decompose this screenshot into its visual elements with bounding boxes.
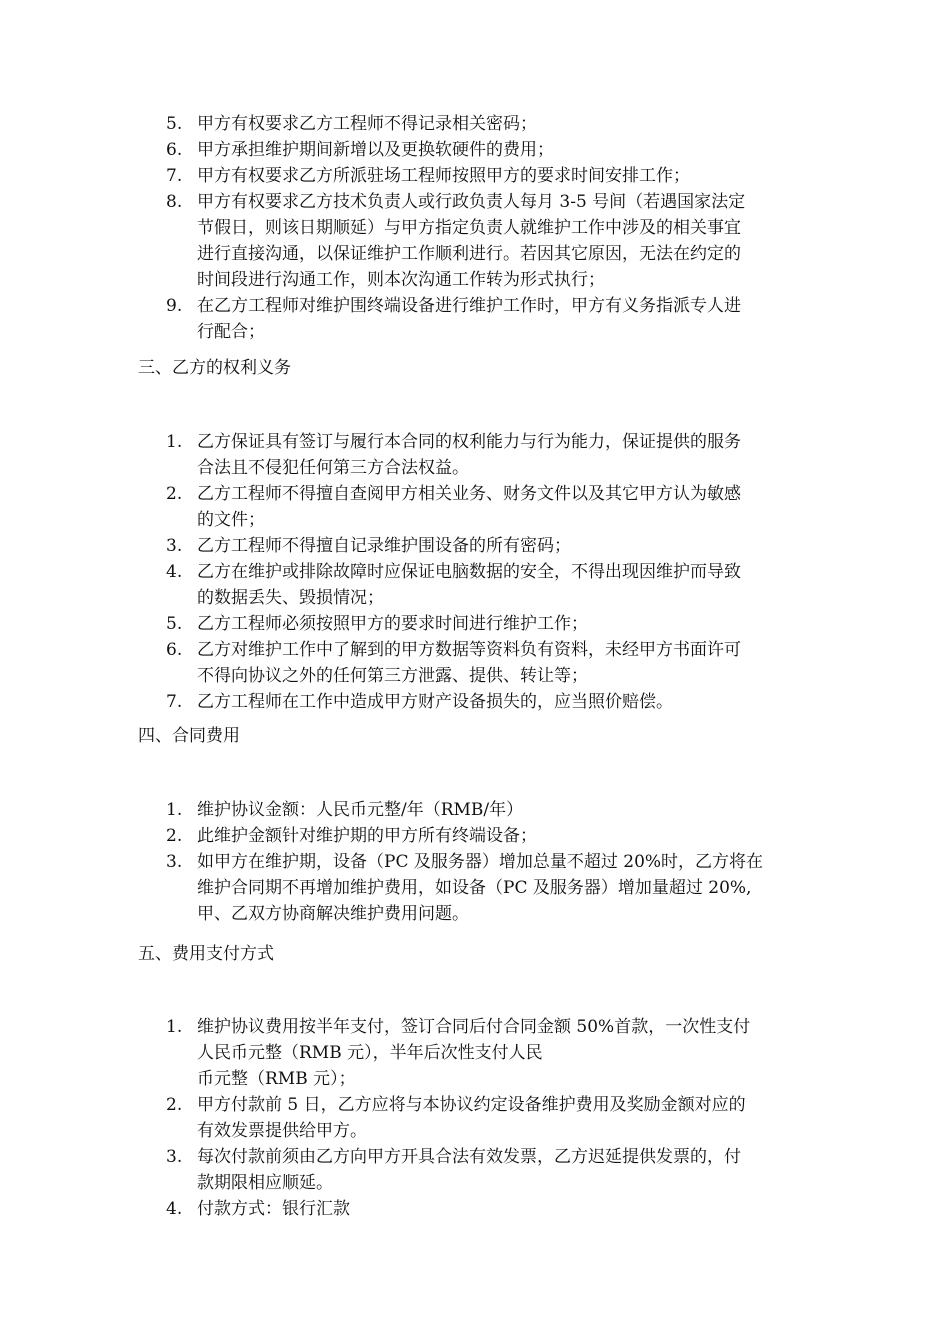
list-item-text-line: 甲方有权要求乙方所派驻场工程师按照甲方的要求时间安排工作； (197, 166, 690, 186)
list-item-number: 8. (166, 192, 183, 212)
list-item-number: 7. (166, 692, 183, 712)
list-item-number: 6. (166, 140, 183, 160)
list-item-text-line: 甲、乙双方协商解决维护费用问题。 (197, 904, 469, 924)
list-item (0, 611, 817, 637)
list-item-text-line: 进行直接沟通，以保证维护工作顺利进行。若因其它原因，无法在约定的 (197, 244, 741, 264)
list-item-text-line: 不得向协议之外的任何第三方泄露、提供、转让等； (197, 666, 588, 686)
list-item-number: 5. (166, 614, 183, 634)
list-item-number: 3. (166, 536, 183, 556)
section2-continued-list (0, 111, 817, 345)
list-item-text-line: 的数据丢失、毁损情况； (197, 588, 384, 608)
list-item (0, 163, 817, 189)
list-item-text-line: 款期限相应顺延。 (197, 1173, 333, 1193)
list-item-number: 9. (166, 296, 183, 316)
list-item-text-line: 维护协议金额：人民币元整/年（RMB/年） (197, 800, 524, 820)
list-item-text-line: 付款方式：银行汇款 (197, 1199, 350, 1219)
list-item (0, 849, 817, 927)
section3-heading: 三、乙方的权利义务 (138, 358, 291, 378)
list-item (0, 1014, 817, 1092)
section5-list (0, 1014, 817, 1222)
list-item (0, 137, 817, 163)
list-item (0, 533, 817, 559)
list-item-text-line: 乙方对维护工作中了解到的甲方数据等资料负有资料，未经甲方书面许可 (197, 640, 741, 660)
list-item-number: 1. (166, 800, 183, 820)
list-item (0, 797, 817, 823)
list-item-text-line: 乙方工程师在工作中造成甲方财产设备损失的，应当照价赔偿。 (197, 692, 673, 712)
list-item (0, 429, 817, 481)
list-item (0, 823, 817, 849)
section3-list (0, 429, 817, 715)
list-item-text-line: 维护合同期不再增加维护费用，如设备（PC 及服务器）增加量超过 20%, (197, 878, 752, 898)
list-item-number: 7. (166, 166, 183, 186)
list-item-number: 1. (166, 1017, 183, 1037)
list-item-text-line: 甲方有权要求乙方工程师不得记录相关密码； (197, 114, 537, 134)
list-item (0, 189, 817, 293)
list-item (0, 1092, 817, 1144)
list-item-text-line: 甲方承担维护期间新增以及更换软硬件的费用； (197, 140, 554, 160)
list-item-text-line: 乙方工程师必须按照甲方的要求时间进行维护工作； (197, 614, 588, 634)
list-item (0, 689, 817, 715)
list-item-text-line: 每次付款前须由乙方向甲方开具合法有效发票，乙方迟延提供发票的，付 (197, 1147, 741, 1167)
list-item-text-line: 乙方工程师不得擅自记录维护围设备的所有密码； (197, 536, 571, 556)
list-item (0, 293, 817, 345)
list-item-number: 1. (166, 432, 183, 452)
list-item-text-line: 乙方在维护或排除故障时应保证电脑数据的安全，不得出现因维护而导致 (197, 562, 741, 582)
list-item-number: 6. (166, 640, 183, 660)
list-item-text-line: 币元整（RMB 元）； (197, 1069, 356, 1089)
list-item (0, 481, 817, 533)
list-item-text-line: 有效发票提供给甲方。 (197, 1121, 367, 1141)
list-item-text-line: 此维护金额针对维护期的甲方所有终端设备； (197, 826, 537, 846)
list-item-number: 4. (166, 562, 183, 582)
list-item-text-line: 行配合； (197, 322, 265, 342)
list-item-number: 3. (166, 852, 183, 872)
list-item-text-line: 乙方保证具有签订与履行本合同的权利能力与行为能力，保证提供的服务 (197, 432, 741, 452)
list-item (0, 637, 817, 689)
list-item-text-line: 甲方付款前 5 日，乙方应将与本协议约定设备维护费用及奖励金额对应的 (197, 1095, 746, 1115)
list-item-number: 2. (166, 484, 183, 504)
list-item-text-line: 的文件； (197, 510, 265, 530)
list-item-text-line: 人民币元整（RMB 元），半年后次性支付人民 (197, 1043, 543, 1063)
list-item-text-line: 节假日，则该日期顺延）与甲方指定负责人就维护工作中涉及的相关事宜 (197, 218, 741, 238)
list-item (0, 111, 817, 137)
list-item-number: 2. (166, 826, 183, 846)
list-item (0, 1144, 817, 1196)
list-item-text-line: 时间段进行沟通工作，则本次沟通工作转为形式执行； (197, 270, 605, 290)
list-item-number: 3. (166, 1147, 183, 1167)
list-item-text-line: 在乙方工程师对维护围终端设备进行维护工作时，甲方有义务指派专人进 (197, 296, 741, 316)
section5-heading: 五、费用支付方式 (138, 944, 274, 964)
section4-heading: 四、合同费用 (138, 726, 240, 746)
list-item (0, 559, 817, 611)
list-item-number: 2. (166, 1095, 183, 1115)
list-item-text-line: 甲方有权要求乙方技术负责人或行政负责人每月 3-5 号间（若遇国家法定 (197, 192, 746, 212)
list-item-number: 5. (166, 114, 183, 134)
section4-list (0, 797, 817, 927)
list-item (0, 1196, 817, 1222)
list-item-text-line: 乙方工程师不得擅自查阅甲方相关业务、财务文件以及其它甲方认为敏感 (197, 484, 741, 504)
list-item-text-line: 维护协议费用按半年支付，签订合同后付合同金额 50%首款，一次性支付 (197, 1017, 751, 1037)
list-item-text-line: 合法且不侵犯任何第三方合法权益。 (197, 458, 469, 478)
list-item-text-line: 如甲方在维护期，设备（PC 及服务器）增加总量不超过 20%时，乙方将在 (197, 852, 764, 872)
list-item-number: 4. (166, 1199, 183, 1219)
